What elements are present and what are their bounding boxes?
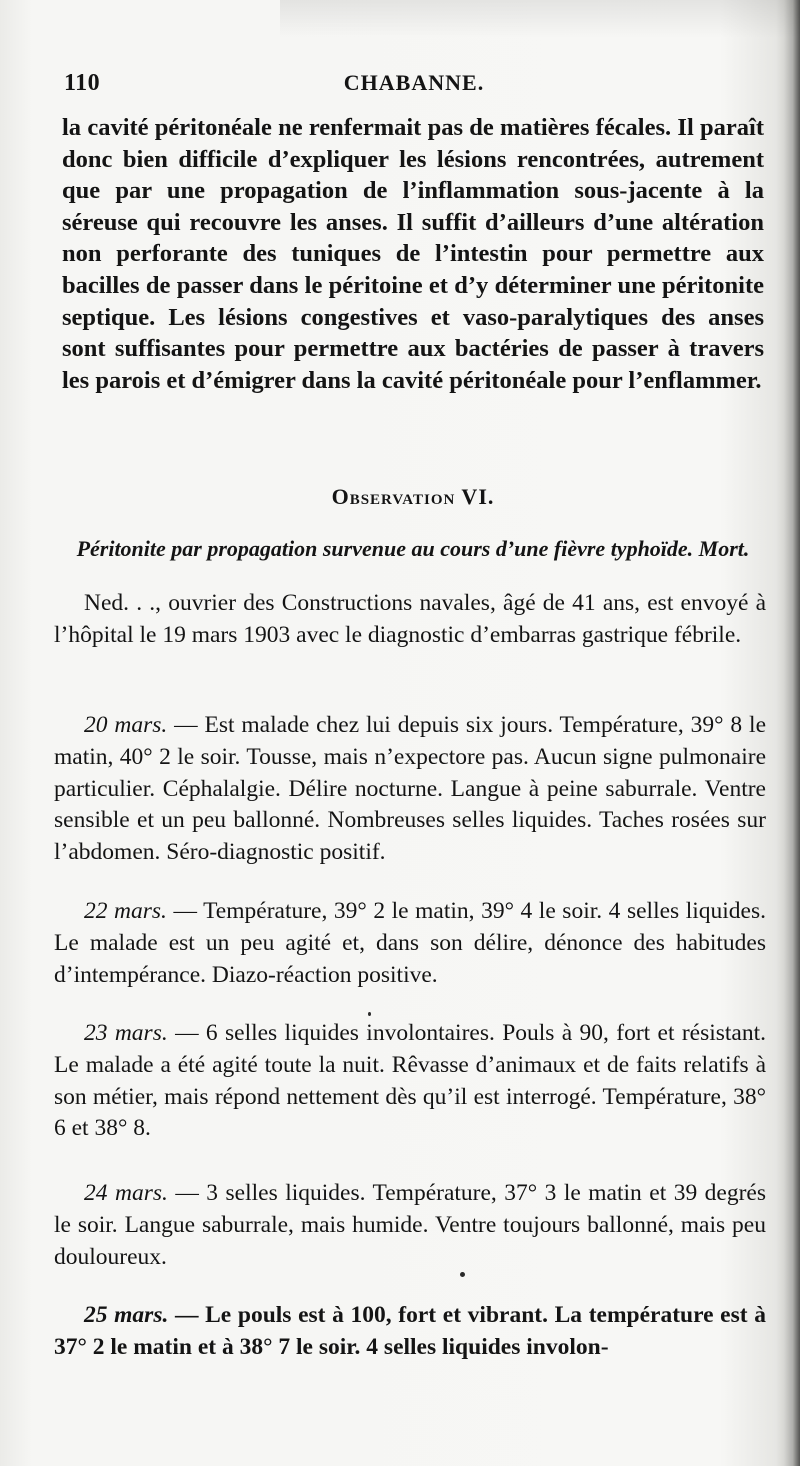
observation-heading — [62, 484, 764, 510]
ink-speck — [368, 1012, 371, 1016]
running-head — [64, 70, 764, 102]
case-intro-text: Ned. . ., ouvrier des Constructions navales, âgé de 41 ans, est envoyé à l’hôpital le 19 mars 1903 avec le diagnostic d’embarras gastrique fébrile. — [54, 590, 766, 648]
body-paragraph: la cavité péritonéale ne renfermait pas de matières fécales. Il paraît donc bien difficile d’expliquer les lésions rencontrées, autrement que par une propagation de l’inflammation sous-jacente à la séreuse qui recouvre les anses. Il suffit d’ailleurs d’une altération non perforante des tuniques de l’intestin pour permettre aux bacilles de passer dans le péritoine et d’y déterminer une péritonite septique. Les lésions congestives et vaso-paralytiques des anses sont suffisantes pour permettre aux bactéries de passer à travers les parois et d’émigrer dans la cavité péritonéale pour l’enflammer. — [62, 114, 764, 394]
entry-date: 20 mars. — [84, 712, 168, 738]
page-number: 110 — [64, 70, 101, 96]
entry-date: 24 mars. — [84, 1180, 168, 1206]
scan-smudge — [280, 0, 800, 38]
entry-date: 23 mars. — [84, 1020, 168, 1046]
entry-text: — Température, 39° 2 le matin, 39° 4 le soir. 4 selles liquides. Le malade est un peu agité et, dans son délire, dénonce des habitudes d’intempérance. Diazo-réaction positive. — [54, 898, 767, 988]
daily-entry — [54, 1178, 766, 1273]
daily-entry — [54, 710, 766, 869]
observation-heading-text: Observation VI. — [331, 484, 495, 509]
daily-entry — [54, 1018, 766, 1145]
case-intro — [54, 588, 766, 652]
ink-speck — [460, 1272, 465, 1277]
entry-date: 22 mars. — [84, 898, 167, 924]
daily-entry — [54, 896, 766, 991]
page-edge-shadow — [784, 0, 800, 1466]
entry-text: — Est malade chez lui depuis six jours. Température, 39° 8 le matin, 40° 2 le soir. Tousse, mais n’expectore pas. Aucun signe pulmonaire particulier. Céphalalgie. Délire nocturne. Langue à peine saburrale. Ventre sensible et un peu ballonné. Nombreuses selles liquides. Taches rosées sur l’abdomen. Séro-diagnostic positif. — [54, 712, 766, 866]
entry-text: — Le pouls est à 100, fort et vibrant. La température est à 37° 2 le matin et à 38° 7 le soir. 4 selles liquides involon- — [54, 1302, 766, 1360]
observation-subtitle: Péritonite par propagation survenue au cours d’une fièvre typhoïde. Mort. — [76, 536, 750, 561]
entry-text: — 3 selles liquides. Température, 37° 3 le matin et 39 degrés le soir. Langue saburrale, mais humide. Ventre toujours ballonné, mais peu douloureux. — [54, 1180, 766, 1270]
entry-text: — 6 selles liquides involontaires. Pouls à 90, fort et résistant. Le malade a été agité toute la nuit. Rêvasse d’animaux et de faits relatifs à son métier, mais répond nettement dès qu’il est interrogé. Température, 38° 6 et 38° 8. — [54, 1020, 767, 1142]
daily-entry — [54, 1300, 766, 1364]
entry-date: 25 mars. — [84, 1302, 169, 1328]
running-title: CHABANNE. — [343, 70, 485, 95]
